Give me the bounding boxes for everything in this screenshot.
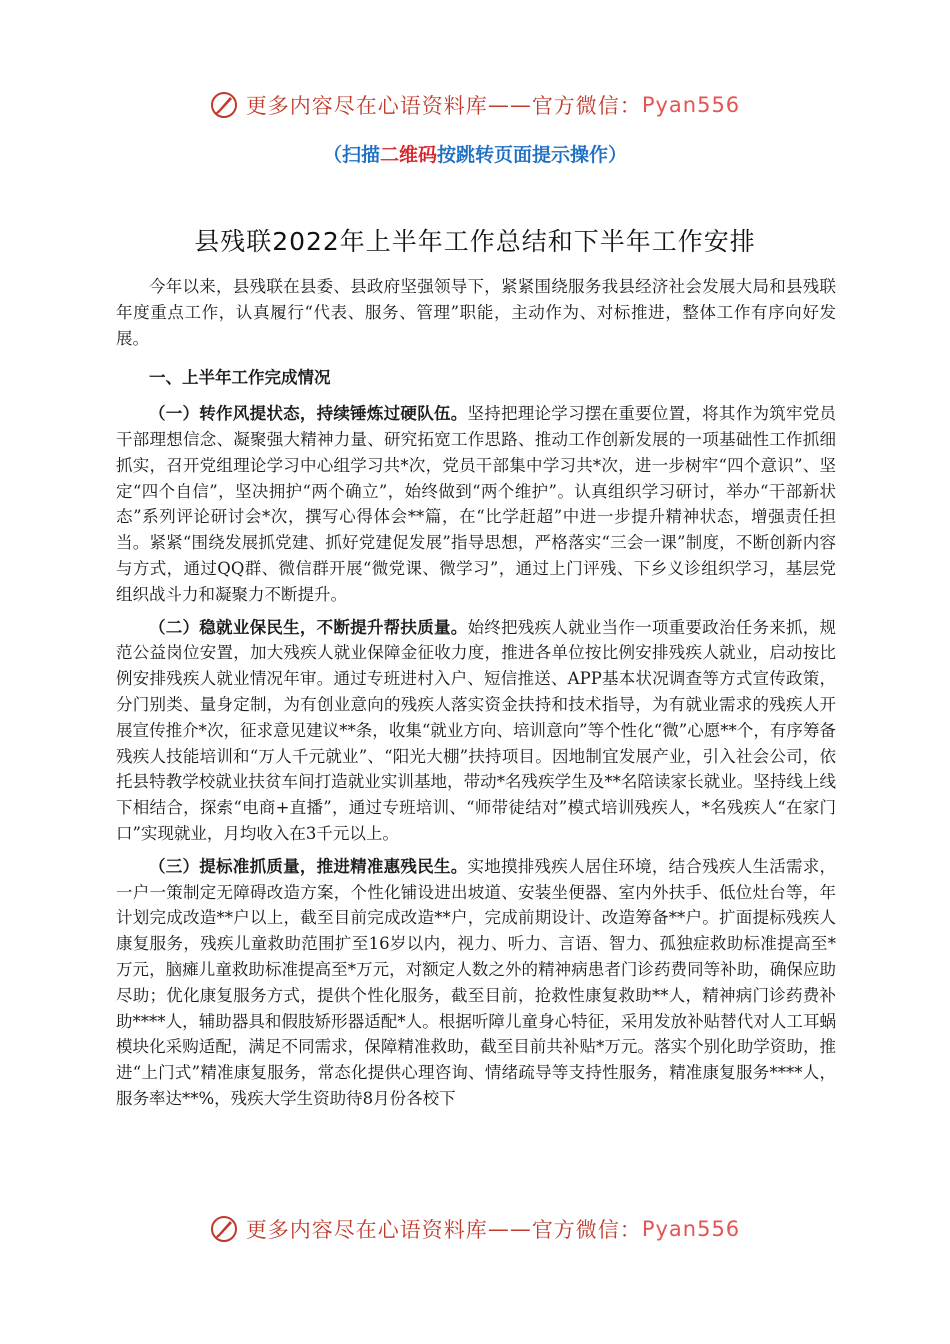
quill-logo-icon (210, 1215, 238, 1243)
scan-note-part3: 按跳转页面提示操作 (437, 144, 609, 166)
paragraph-item-1 (116, 401, 836, 607)
banner-wechat-id: Pyan556 (641, 93, 741, 117)
scan-note-qr: 二维码 (379, 144, 437, 166)
paragraph-body: 实地摸排残疾人居住环境，结合残疾人生活需求，一户一策制定无障碍改造方案，个性化铺设进出坡道、安装坐便器、室内外扶手、低位灶台等，年计划完成改造**户以上，截至目前完成改造**户，完成前期设计、改造筹备**户。扩面提标残疾人康复服务，残疾儿童救助范围扩至16岁以内，视力、听力、言语、智力、孤独症救助标准提高至*万元，脑瘫儿童救助标准提高至*万元，对额定人数之外的精神病患者门诊药费同等补助，确保应助尽助；优化康复服务方式，提供个性化服务，截至目前，抢救性康复救助**人，精神病门诊药费补助****人，辅助器具和假肢矫形器适配*人。根据听障儿童身心特征，采用发放补贴替代对人工耳蜗模块化采购适配，满足不同需求，保障精准救助，截至目前共补贴*万元。落实个别化助学资助，推进“上门式”精准康复服务，常态化提供心理咨询、情绪疏导等支持性服务，精准康复服务****人，服务率达**%，残疾大学生资助待8月份各校下 (116, 856, 837, 1108)
paragraph-lead: （三）提标准抓质量，推进精准惠残民生。 (149, 856, 468, 876)
paragraph-body: 始终把残疾人就业当作一项重要政治任务来抓，规范公益岗位安置，加大残疾人就业保障金征收力度，推进各单位按比例安排残疾人就业，启动按比例安排残疾人就业情况年审。通过专班进村入户、短信推送、APP基本状况调查等方式宣传政策，分门别类、量身定制，为有创业意向的残疾人落实资金扶持和技术指导，为有就业需求的残疾人开展宣传推介*次，征求意见建议**条，收集“就业方向、培训意向”等个性化“微”心愿**个，有序筹备残疾人技能培训和“万人千元就业”、“阳光大棚”扶持项目。因地制宜发展产业，引入社会公司，依托县特教学校就业扶贫车间打造就业实训基地，带动*名残疾学生及**名陪读家长就业。坚持线上线下相结合，探索“电商+直播”，通过专班培训、“师带徒结对”模式培训残疾人，*名残疾人“在家门口”实现就业，月均收入在3千元以上。 (116, 617, 837, 843)
paragraph-lead: （一）转作风提状态，持续锤炼过硬队伍。 (149, 404, 468, 424)
footer-banner (0, 1212, 950, 1246)
paragraph-item-2 (116, 615, 836, 847)
intro-paragraph: 今年以来，县残联在县委、县政府坚强领导下，紧紧围绕服务我县经济社会发展大局和县残联年度重点工作，认真履行“代表、服务、管理”职能，主动作为、对标推进，整体工作有序向好发展。 (116, 277, 836, 348)
paragraph-item-3 (116, 854, 836, 1112)
section-heading: 一、上半年工作完成情况 (149, 368, 331, 388)
paragraph-lead: （二）稳就业保民生，不断提升帮扶质量。 (149, 617, 468, 637)
banner-dash: —— (487, 93, 532, 117)
banner-dash: —— (487, 1217, 532, 1241)
scan-note-open: （ (322, 144, 342, 166)
document-title: 县残联2022年上半年工作总结和下半年工作安排 (194, 227, 756, 256)
banner-wechat-label: 官方微信： (531, 1218, 642, 1242)
header-banner (0, 88, 950, 122)
paragraph-body: 坚持把理论学习摆在重要位置，将其作为筑牢党员干部理想信念、凝聚强大精神力量、研究拓宽工作思路、推动工作创新发展的一项基础性工作抓细抓实，召开党组理论学习中心组学习共*次，党员干部集中学习共*次，进一步树牢“四个意识”、坚定“四个自信”，坚决拥护“两个确立”，始终做到“两个维护”。认真组织学习研讨，举办“干部新状态”系列评论研讨会*次，撰写心得体会**篇，在“比学赶超”中进一步提升精神状态，增强责任担当。紧紧“围绕发展抓党建、抓好党建促发展”指导思想，严格落实“三会一课”制度，不断创新内容与方式，通过QQ群、微信群开展“微党课、微学习”，通过上门评残、下乡义诊组织学习，基层党组织战斗力和凝聚力不断提升。 (116, 404, 837, 604)
banner-slogan: 更多内容尽在心语资料库 (245, 94, 488, 118)
banner-slogan: 更多内容尽在心语资料库 (245, 1218, 488, 1242)
scan-qr-note (0, 140, 950, 167)
banner-wechat-label: 官方微信： (531, 94, 642, 118)
banner-wechat-id: Pyan556 (641, 1217, 741, 1241)
document-body (116, 274, 836, 1119)
scan-note-close: ） (608, 144, 628, 166)
scan-note-part1: 扫描 (341, 144, 380, 166)
quill-logo-icon (210, 91, 238, 119)
